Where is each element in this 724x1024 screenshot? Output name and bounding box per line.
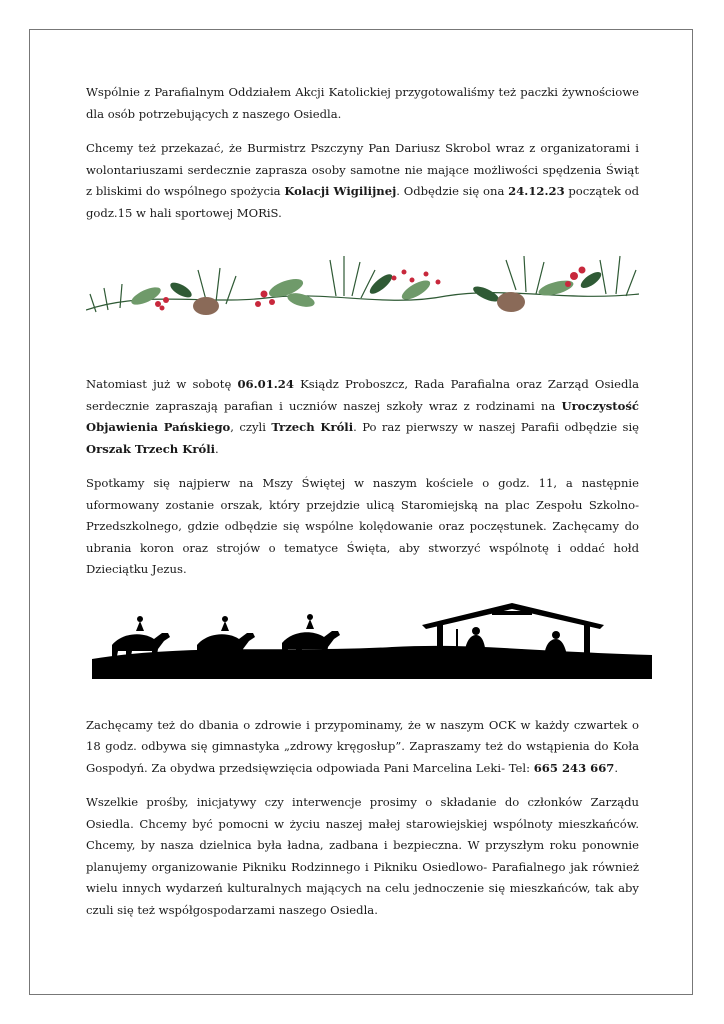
three-kings-nativity-image (92, 603, 652, 679)
christmas-garland-image (86, 250, 639, 326)
paragraph-requests-and-plans (86, 792, 639, 921)
text: Ksiądz Proboszcz, Rada Parafialna oraz Zarząd Osiedla serdecznie zapraszają parafian i uczniów naszej szkoły wraz z rodzinami na (86, 377, 640, 413)
text: Wspólnie z Parafialnym Oddziałem Akcji Katolickiej przygotowaliśmy też paczki żywnościowe dla osób potrzebujących z naszego Osiedla. (86, 85, 639, 121)
text: . (614, 760, 619, 775)
bold-date: 24.12.23 (508, 184, 565, 198)
document-body (86, 82, 639, 934)
text: początek od godz.15 w hali sportowej MORiS. (86, 184, 639, 220)
paragraph-christmas-eve-dinner (86, 138, 639, 224)
bold-date: 06.01.24 (237, 377, 294, 391)
bold-text: Orszak Trzech Króli (86, 441, 216, 456)
paragraph-epiphany-invitation (86, 374, 639, 460)
text: , czyli (230, 420, 272, 434)
text: Zachęcamy też do dbania o zdrowie i przypominamy, że w naszym OCK w każdy czwartek o 18 godz. odbywa się gimnastyka „zdrowy kręgosłup”. Zapraszamy też do wstąpienia do Koła Gospodyń. Za obydwa przedsięwzięcia odpowiada Pani Marcelina Leki- Tel: (86, 717, 639, 775)
paragraph-mass-and-procession (86, 473, 639, 581)
text: . Odbędzie się ona (396, 184, 509, 198)
text: Chcemy też przekazać, że Burmistrz Pszczyny Pan Dariusz Skrobol wraz z organizatorami i wolontariuszami serdecznie zaprasza osoby samotne nie mające możliwości spędzenia Świąt z bliskimi do wspólnego spożycia (86, 141, 639, 198)
paragraph-health-gymnastics (86, 715, 639, 780)
text: Wszelkie prośby, inicjatywy czy interwencje prosimy o składanie do członków Zarządu Osiedla. Chcemy być pomocni w życiu naszej małej starowiejskiej wspólnoty mieszkańców. Chcemy, by nasza dzielnica była ładna, zadbana i bezpieczna. W przyszłym roku ponownie planujemy organizowanie Pikniku Rodzinnego i Pikniku Osiedlowo- Parafialnego jak również wielu innych wydarzeń kulturalnych mających na celu jednoczenie się mieszkańców, tak aby czuli się też współgospodarzami naszego Osiedla. (86, 795, 639, 917)
bold-text: Kolacji Wigilijnej (284, 184, 397, 198)
bold-text: Trzech Króli (271, 420, 354, 434)
bold-text: Uroczystość Objawienia Pańskiego (86, 398, 639, 434)
text: Spotkamy się najpierw na Mszy Świętej w naszym kościele o godz. 11, a następnie uformowany zostanie orszak, który przejdzie ulicą Staromiejską na plac Zespołu Szkolno- Przedszkolnego, gdzie odbędzie się wspólne kolędowanie oraz poczęstunek. Zachęcamy do ubrania koron oraz strojów o tematyce Święta, aby stworzyć wspólnotę i oddać hołd Dzieciątku Jezus. (86, 476, 639, 576)
text: . (215, 441, 219, 456)
text: Natomiast już w sobotę (86, 377, 238, 391)
text: . Po raz pierwszy w naszej Parafii odbędzie się (353, 420, 640, 434)
bold-phone: 665 243 667 (533, 760, 615, 775)
paragraph-food-packages (86, 82, 639, 125)
